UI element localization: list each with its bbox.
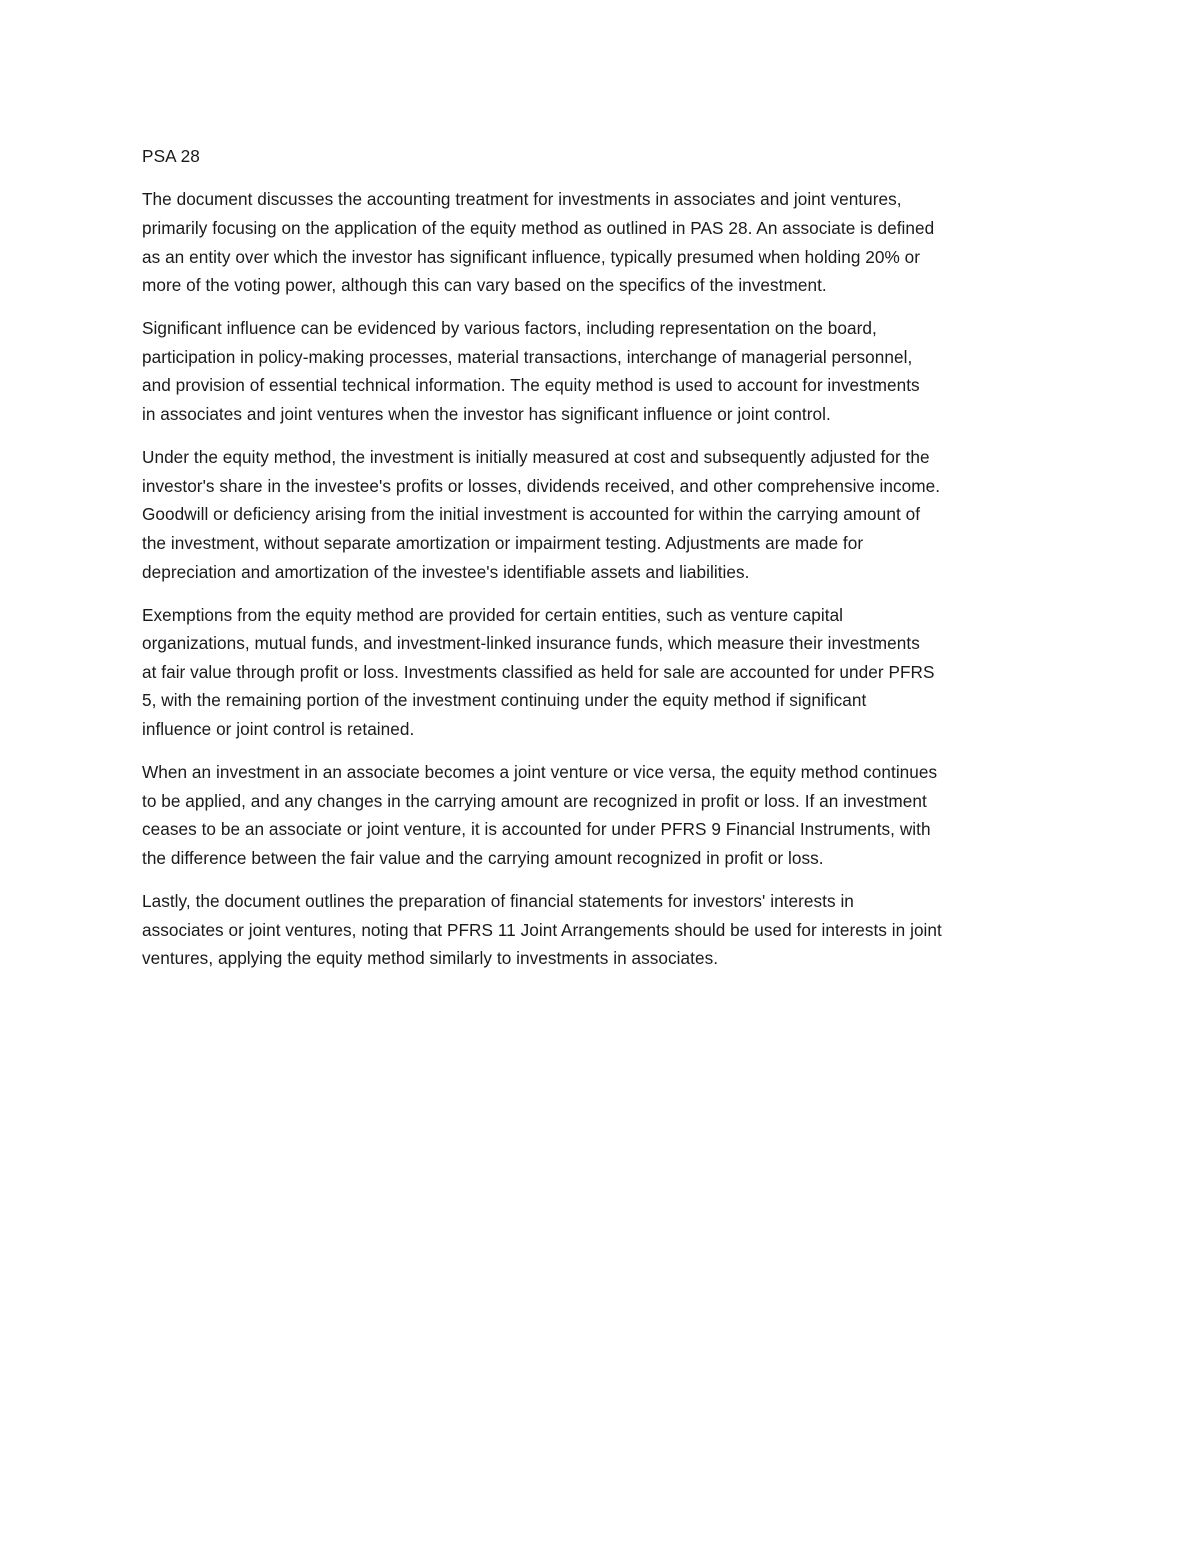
paragraph-line: Under the equity method, the investment is initially measured at cost and subsequently adjusted for the xyxy=(142,447,930,468)
paragraph-6 xyxy=(142,887,1067,973)
paragraph-line: investor's share in the investee's profits or losses, dividends received, and other comprehensive income. xyxy=(142,475,941,496)
paragraph-2 xyxy=(142,314,1067,428)
paragraph-3 xyxy=(142,443,1067,586)
paragraph-line: Significant influence can be evidenced by various factors, including representation on the board, xyxy=(142,318,877,339)
paragraph-line: ceases to be an associate or joint venture, it is accounted for under PFRS 9 Financial Instruments, with xyxy=(142,819,931,840)
paragraph-line: influence or joint control is retained. xyxy=(142,719,415,739)
paragraph-line: Lastly, the document outlines the preparation of financial statements for investors' interests in xyxy=(142,890,854,911)
document-title: PSA 28 xyxy=(142,146,200,166)
document-body xyxy=(142,142,1067,987)
paragraph-line: Exemptions from the equity method are provided for certain entities, such as venture capital xyxy=(142,604,844,625)
paragraph-line: the difference between the fair value and the carrying amount recognized in profit or loss. xyxy=(142,847,824,868)
paragraph-line: associates or joint ventures, noting that PFRS 11 Joint Arrangements should be used for interests in joint xyxy=(142,919,942,940)
paragraph-line: 5, with the remaining portion of the investment continuing under the equity method if significant xyxy=(142,690,867,711)
paragraph-line: the investment, without separate amortization or impairment testing. Adjustments are made for xyxy=(142,532,864,553)
paragraph-1 xyxy=(142,185,1067,299)
paragraph-line: organizations, mutual funds, and investment-linked insurance funds, which measure their investments xyxy=(142,633,920,654)
paragraph-line: The document discusses the accounting treatment for investments in associates and joint ventures, xyxy=(142,189,902,210)
paragraph-line: in associates and joint ventures when the investor has significant influence or joint control. xyxy=(142,404,831,425)
paragraph-line: depreciation and amortization of the investee's identifiable assets and liabilities. xyxy=(142,561,750,582)
paragraph-line: at fair value through profit or loss. Investments classified as held for sale are accounted for under PFRS xyxy=(142,661,935,682)
paragraph-line: as an entity over which the investor has significant influence, typically presumed when holding 20% or xyxy=(142,246,921,267)
paragraph-4 xyxy=(142,601,1067,744)
paragraph-line: participation in policy-making processes, material transactions, interchange of managerial personnel, xyxy=(142,346,913,367)
paragraph-line: and provision of essential technical information. The equity method is used to account for investments xyxy=(142,375,920,396)
paragraph-line: Goodwill or deficiency arising from the initial investment is accounted for within the carrying amount of xyxy=(142,504,921,525)
paragraph-line: ventures, applying the equity method similarly to investments in associates. xyxy=(142,948,719,969)
paragraph-line: primarily focusing on the application of the equity method as outlined in PAS 28. An associate is defined xyxy=(142,218,935,238)
paragraph-line: more of the voting power, although this can vary based on the specifics of the investment. xyxy=(142,275,827,296)
paragraph-line: When an investment in an associate becomes a joint venture or vice versa, the equity method continues xyxy=(142,762,938,783)
paragraph-line: to be applied, and any changes in the carrying amount are recognized in profit or loss. If an investment xyxy=(142,790,927,811)
paragraph-5 xyxy=(142,758,1067,872)
